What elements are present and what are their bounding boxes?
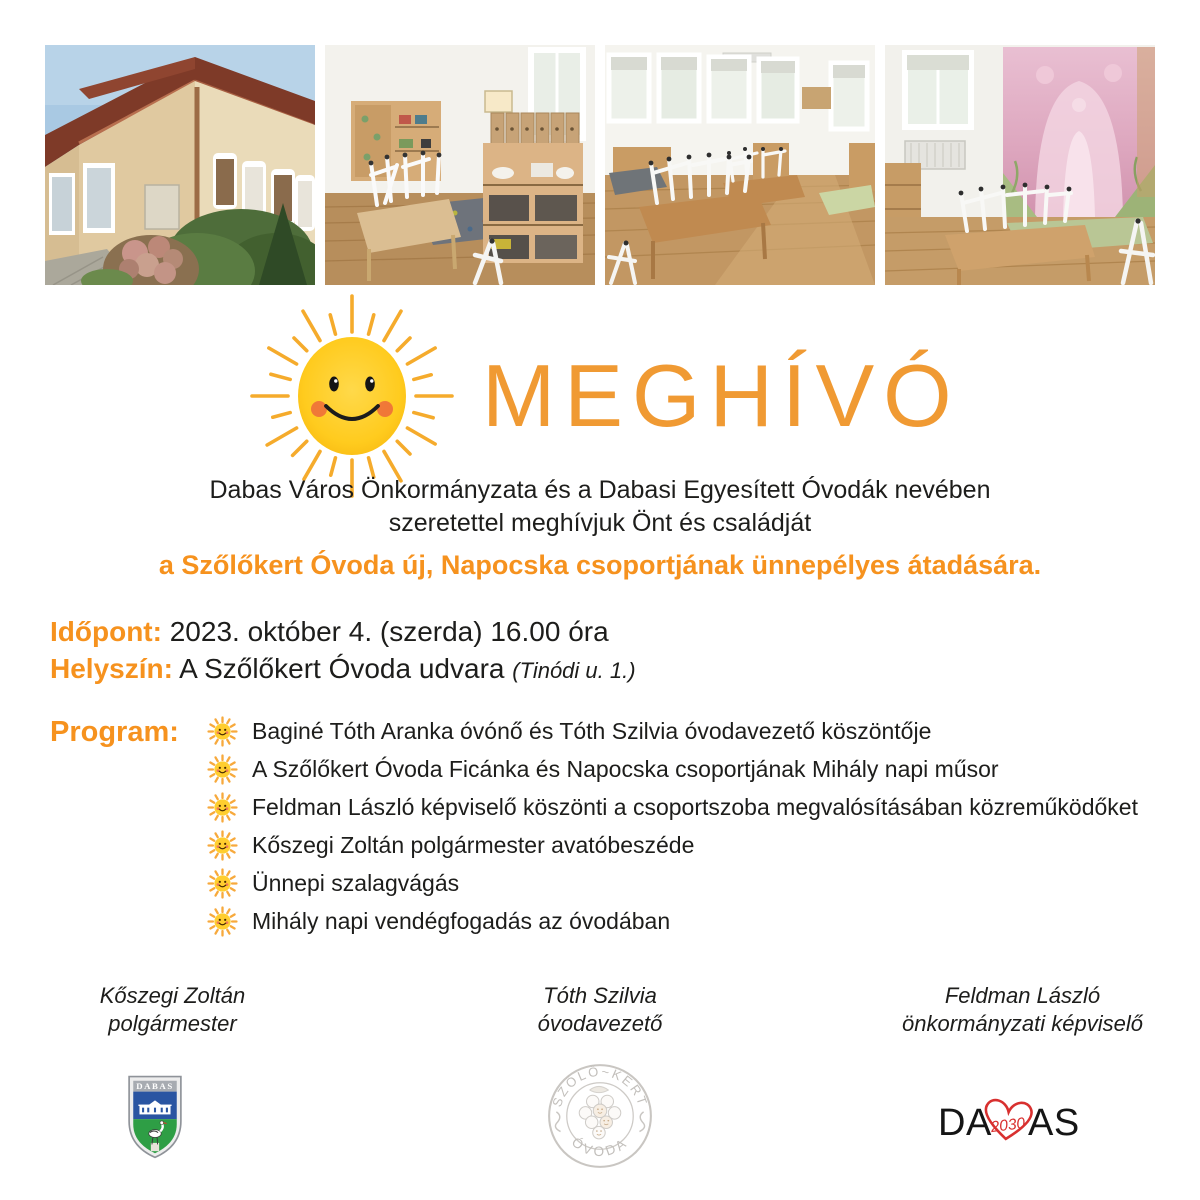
photo-classroom-shelves — [325, 45, 595, 285]
program-item-text: Baginé Tóth Aranka óvónő és Tóth Szilvia óvodavezető köszöntője — [252, 717, 932, 744]
program-item-text: Feldman László képviselő köszönti a csoportszoba megvalósításában közreműködőket — [252, 793, 1138, 820]
signature-name: Feldman László — [944, 983, 1101, 1008]
program-item — [207, 750, 1138, 788]
sun-bullet-icon — [207, 754, 238, 785]
photo-strip — [45, 45, 1155, 285]
program-item — [207, 826, 1138, 864]
program-item-text: A Szőlőkert Óvoda Ficánka és Napocska csoportjának Mihály napi műsor — [252, 755, 999, 782]
sun-bullet-icon — [207, 906, 238, 937]
signature-block-mayor — [60, 982, 285, 1038]
location-label: Helyszín: — [50, 653, 173, 684]
signature-name: Tóth Szilvia — [543, 983, 657, 1008]
dabas-2030-icon — [938, 1094, 1083, 1146]
signature-name: Kőszegi Zoltán — [99, 983, 246, 1008]
location-row — [50, 650, 636, 689]
signature-block-director — [470, 982, 730, 1038]
location-note: (Tinódi u. 1.) — [512, 658, 636, 683]
grape-faces-emblem — [579, 1086, 621, 1138]
sun-bullet-icon — [207, 792, 238, 823]
classroom-shelves-image — [325, 45, 595, 285]
event-highlight-line: a Szőlőkert Óvoda új, Napocska csoportjának ünnepélyes átadására. — [158, 550, 1042, 580]
classroom-windows-image — [605, 45, 875, 285]
sun-bullet-icon — [207, 716, 238, 747]
dabas2030-heart-text: 2030 — [989, 1114, 1027, 1137]
dabas-coat-of-arms-logo — [126, 1072, 184, 1162]
datetime-row — [50, 613, 636, 650]
sun-bullet-icon — [207, 830, 238, 861]
seal-top-text: SZŐLŐ~KERT — [549, 1063, 651, 1109]
dabas-2030-logo — [938, 1094, 1083, 1146]
program-section — [50, 712, 1160, 944]
program-item — [207, 864, 1138, 902]
location-value: A Szőlőkert Óvoda udvara — [179, 653, 505, 684]
signature-role: önkormányzati képviselő — [902, 1011, 1143, 1036]
coat-of-arms-icon — [126, 1072, 184, 1162]
page-title: MEGHÍVÓ — [482, 346, 961, 445]
signature-role: polgármester — [108, 1011, 237, 1036]
program-item-text: Mihály napi vendégfogadás az óvodában — [252, 907, 671, 934]
program-item — [207, 712, 1138, 750]
event-details — [50, 613, 636, 689]
dabas2030-left-text: DA — [938, 1102, 992, 1144]
program-list — [207, 712, 1138, 940]
intro-line-1: Dabas Város Önkormányzata és a Dabasi Egyesített Óvodák nevében — [209, 476, 991, 504]
program-item — [207, 902, 1138, 940]
photo-classroom-windows — [605, 45, 875, 285]
program-item-text: Ünnepi szalagvágás — [252, 869, 460, 896]
intro-text — [0, 474, 1200, 582]
datetime-value: 2023. október 4. (szerda) 16.00 óra — [169, 616, 609, 647]
photo-classroom-mural — [885, 45, 1155, 285]
building-exterior-image — [45, 45, 315, 285]
datetime-label: Időpont: — [50, 616, 162, 647]
photo-building-exterior — [45, 45, 315, 285]
szolokert-ovoda-seal-logo — [546, 1062, 654, 1170]
program-item — [207, 788, 1138, 826]
seal-bottom-text: ÓVODA — [568, 1134, 632, 1160]
intro-line-2: szeretettel meghívjuk Önt és családját — [388, 509, 812, 537]
signature-role: óvodavezető — [537, 1011, 663, 1036]
coat-of-arms-text: DABAS — [136, 1081, 174, 1092]
dabas2030-right-text: AS — [1028, 1102, 1080, 1144]
classroom-mural-image — [885, 45, 1155, 285]
seal-icon — [546, 1062, 654, 1170]
program-label: Program: — [50, 716, 179, 748]
program-item-text: Kőszegi Zoltán polgármester avatóbeszéde — [252, 831, 695, 858]
sun-bullet-icon — [207, 868, 238, 899]
signature-block-representative — [880, 982, 1165, 1038]
